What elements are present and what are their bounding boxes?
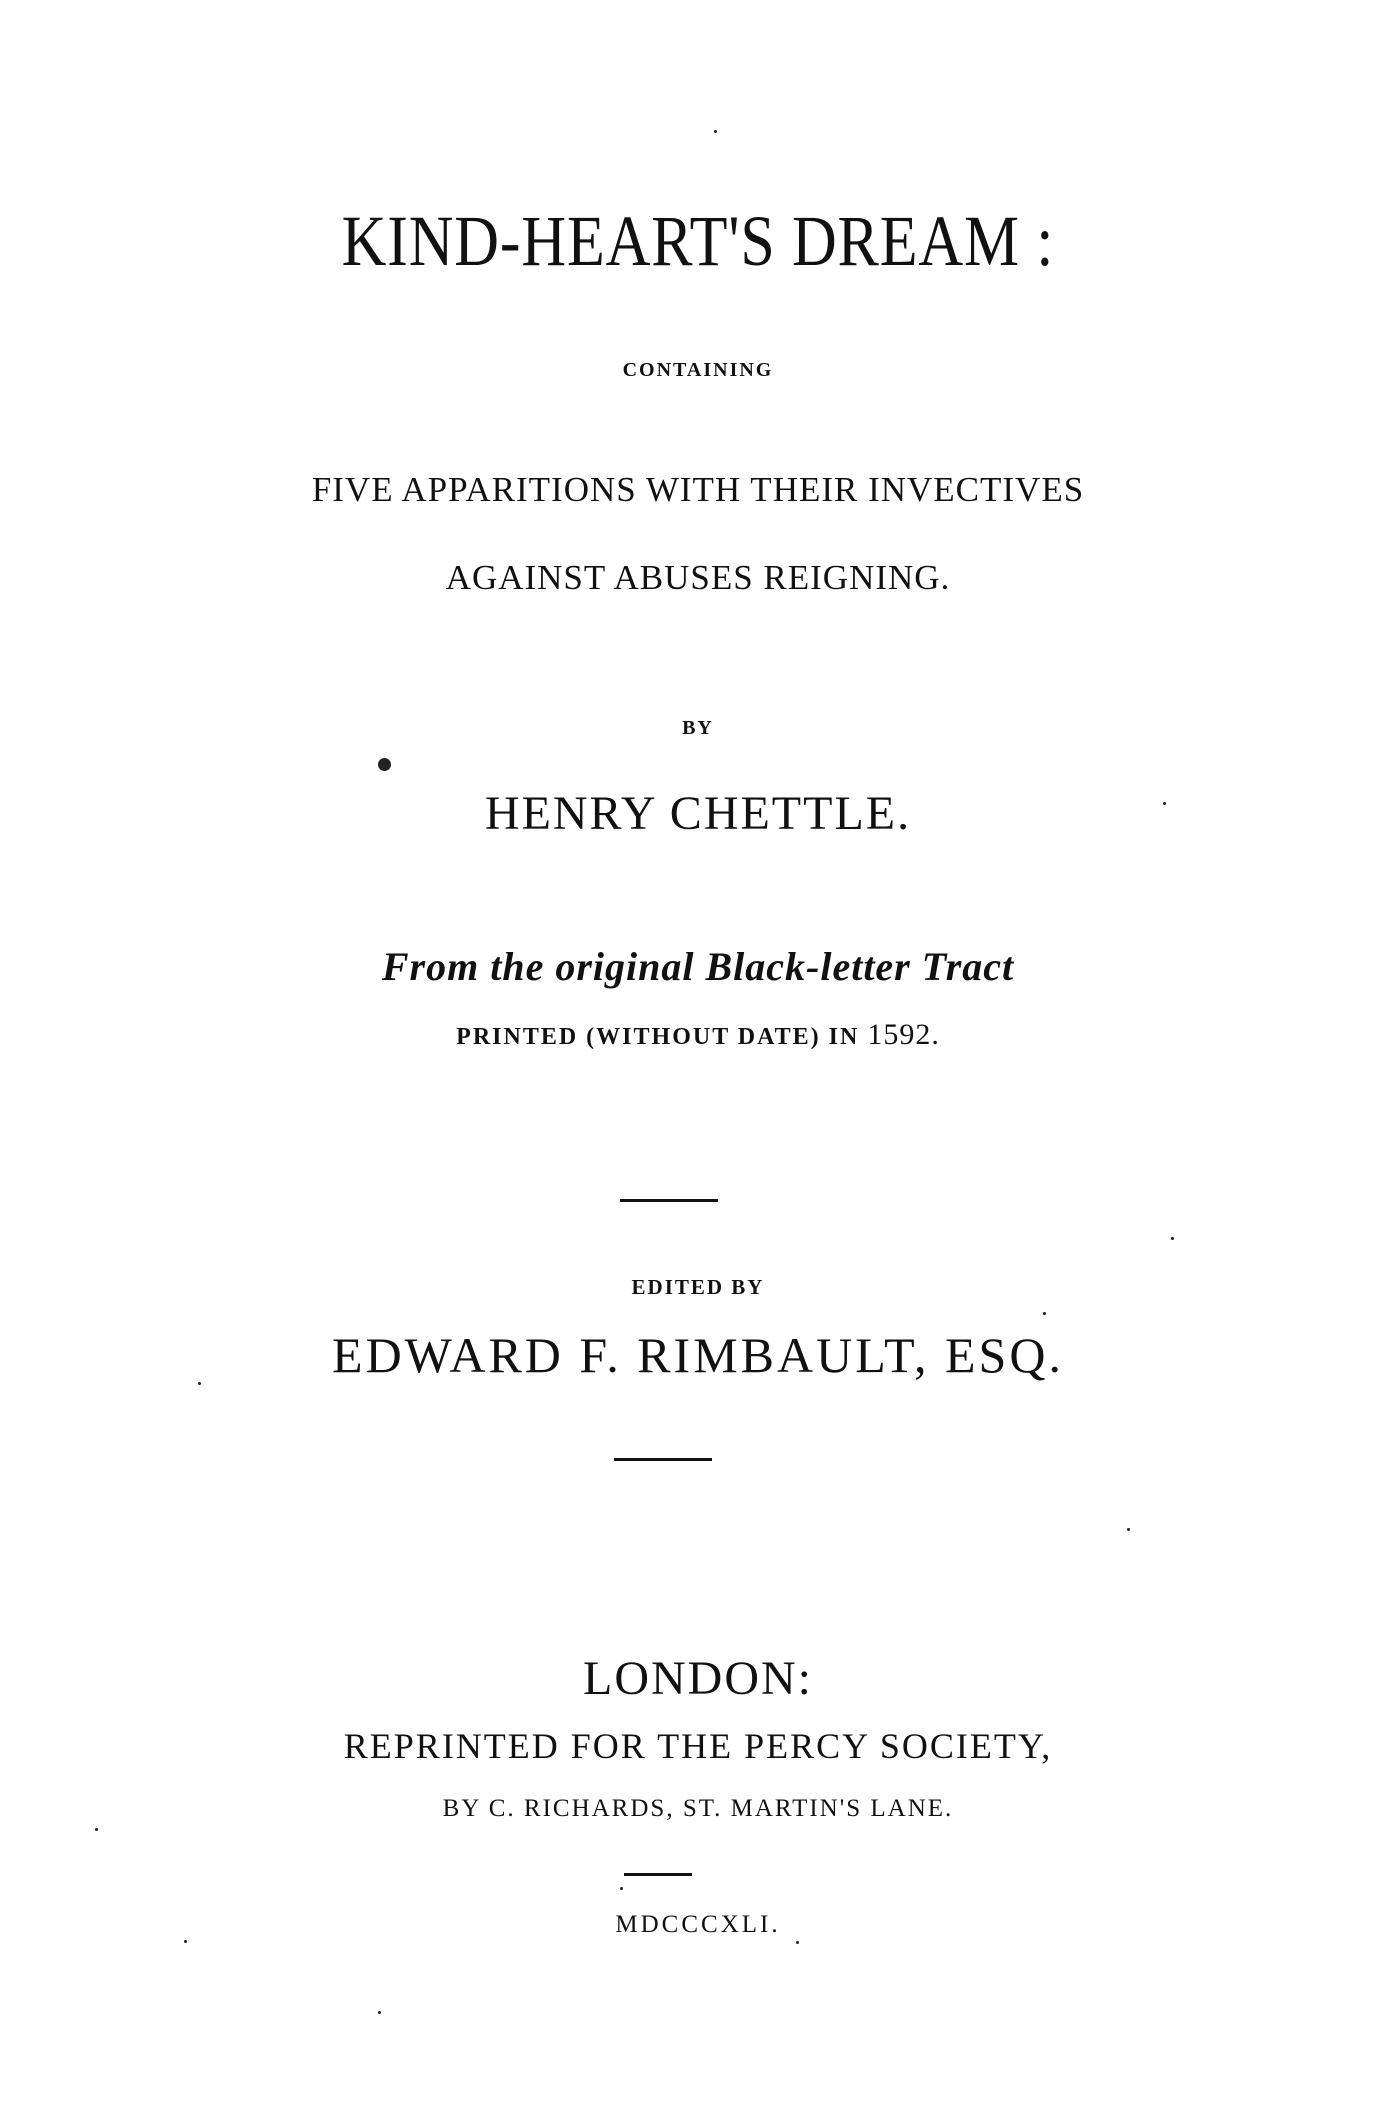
author-name: HENRY CHETTLE.	[484, 787, 912, 840]
divider-rule	[624, 1873, 692, 1876]
divider-rule	[620, 1199, 718, 1202]
imprint-place: LONDON:	[583, 1652, 813, 1705]
subtitle-line-2: AGAINST ABUSES REIGNING.	[445, 558, 951, 597]
divider-rule	[614, 1458, 712, 1461]
scan-speck	[714, 130, 717, 133]
imprint-publisher: REPRINTED FOR THE PERCY SOCIETY,	[343, 1726, 1053, 1766]
scan-speck	[184, 1940, 187, 1943]
scan-speck	[796, 1941, 799, 1944]
subtitle-line-1: FIVE APPARITIONS WITH THEIR INVECTIVES	[311, 470, 1085, 509]
printed-note-text: PRINTED (WITHOUT DATE) IN	[456, 1024, 860, 1050]
imprint-printer: BY C. RICHARDS, ST. MARTIN'S LANE.	[442, 1795, 954, 1822]
scan-speck	[620, 1887, 623, 1890]
scan-speck	[1163, 802, 1166, 805]
scan-speck	[198, 1382, 201, 1385]
scan-speck	[378, 2011, 381, 2014]
edited-by-label: EDITED BY	[631, 1275, 765, 1299]
printed-note	[0, 1020, 1396, 1050]
scan-speck	[378, 758, 391, 771]
containing-label: CONTAINING	[622, 359, 774, 381]
imprint-date: MDCCCXLI.	[615, 1911, 781, 1938]
scan-speck	[95, 1828, 98, 1831]
source-note: From the original Black-letter Tract	[381, 944, 1015, 989]
by-label: BY	[682, 717, 714, 739]
scan-speck	[1043, 1312, 1046, 1315]
book-title: KIND-HEART'S DREAM :	[341, 201, 1055, 281]
editor-name: EDWARD F. RIMBAULT, ESQ.	[332, 1327, 1064, 1383]
scan-speck	[1127, 1528, 1130, 1531]
scan-speck	[1171, 1237, 1174, 1240]
printed-year: 1592.	[867, 1018, 940, 1051]
